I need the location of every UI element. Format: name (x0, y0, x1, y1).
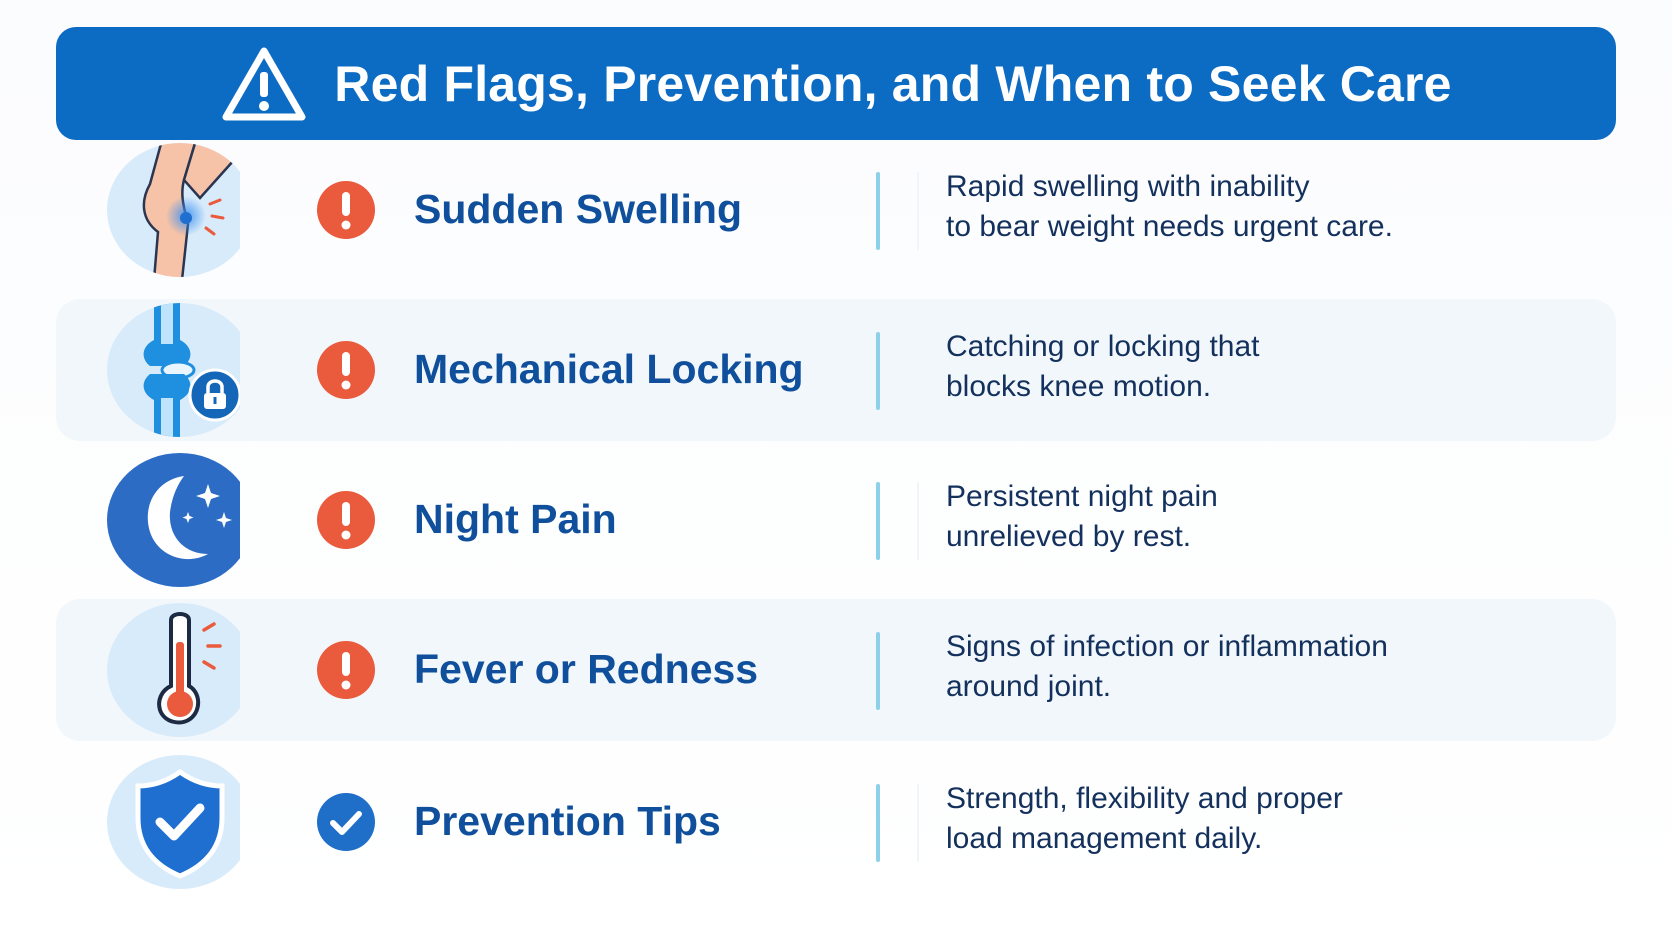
description-line: Catching or locking that (946, 330, 1260, 363)
list-item-fever-or-redness (56, 599, 1616, 741)
check-icon (316, 792, 376, 852)
divider (876, 632, 880, 710)
row-description (946, 327, 1606, 407)
description-line: load management daily. (946, 822, 1263, 855)
exclamation-icon (316, 640, 376, 700)
divider (917, 784, 919, 862)
description-line: around joint. (946, 670, 1112, 703)
row-description (946, 167, 1606, 247)
exclamation-icon (316, 490, 376, 550)
description-line: blocks knee motion. (946, 370, 1212, 403)
description-line: Persistent night pain (946, 480, 1218, 513)
description-line: to bear weight needs urgent care. (946, 210, 1393, 243)
moon-stars-icon (84, 450, 240, 590)
list-item-mechanical-locking (56, 299, 1616, 441)
page-title: Red Flags, Prevention, and When to Seek Care (334, 55, 1452, 112)
shield-check-icon (84, 752, 240, 892)
row-description (946, 779, 1606, 859)
description-line: unrelieved by rest. (946, 520, 1192, 553)
row-title: Fever or Redness (414, 646, 759, 692)
divider (876, 482, 880, 560)
divider (917, 172, 919, 250)
description-line: Rapid swelling with inability (946, 170, 1310, 203)
knee-joint-lock-icon (84, 300, 240, 440)
list-item-prevention-tips (56, 751, 1616, 893)
description-line: Signs of infection or inflammation (946, 630, 1388, 663)
row-title: Prevention Tips (414, 798, 721, 844)
divider (876, 172, 880, 250)
list-item-night-pain (56, 449, 1616, 591)
header-banner (56, 27, 1616, 140)
row-description (946, 627, 1606, 707)
divider (876, 332, 880, 410)
description-line: Strength, flexibility and proper (946, 782, 1343, 815)
list-item-sudden-swelling (56, 139, 1616, 281)
row-description (946, 477, 1606, 557)
swollen-knee-icon (84, 140, 240, 280)
divider (876, 784, 880, 862)
exclamation-icon (316, 180, 376, 240)
row-title: Sudden Swelling (414, 186, 743, 232)
exclamation-icon (316, 340, 376, 400)
row-title: Mechanical Locking (414, 346, 804, 392)
warning-triangle-icon (220, 45, 308, 123)
row-title: Night Pain (414, 496, 617, 542)
thermometer-icon (84, 600, 240, 740)
divider (917, 482, 919, 560)
